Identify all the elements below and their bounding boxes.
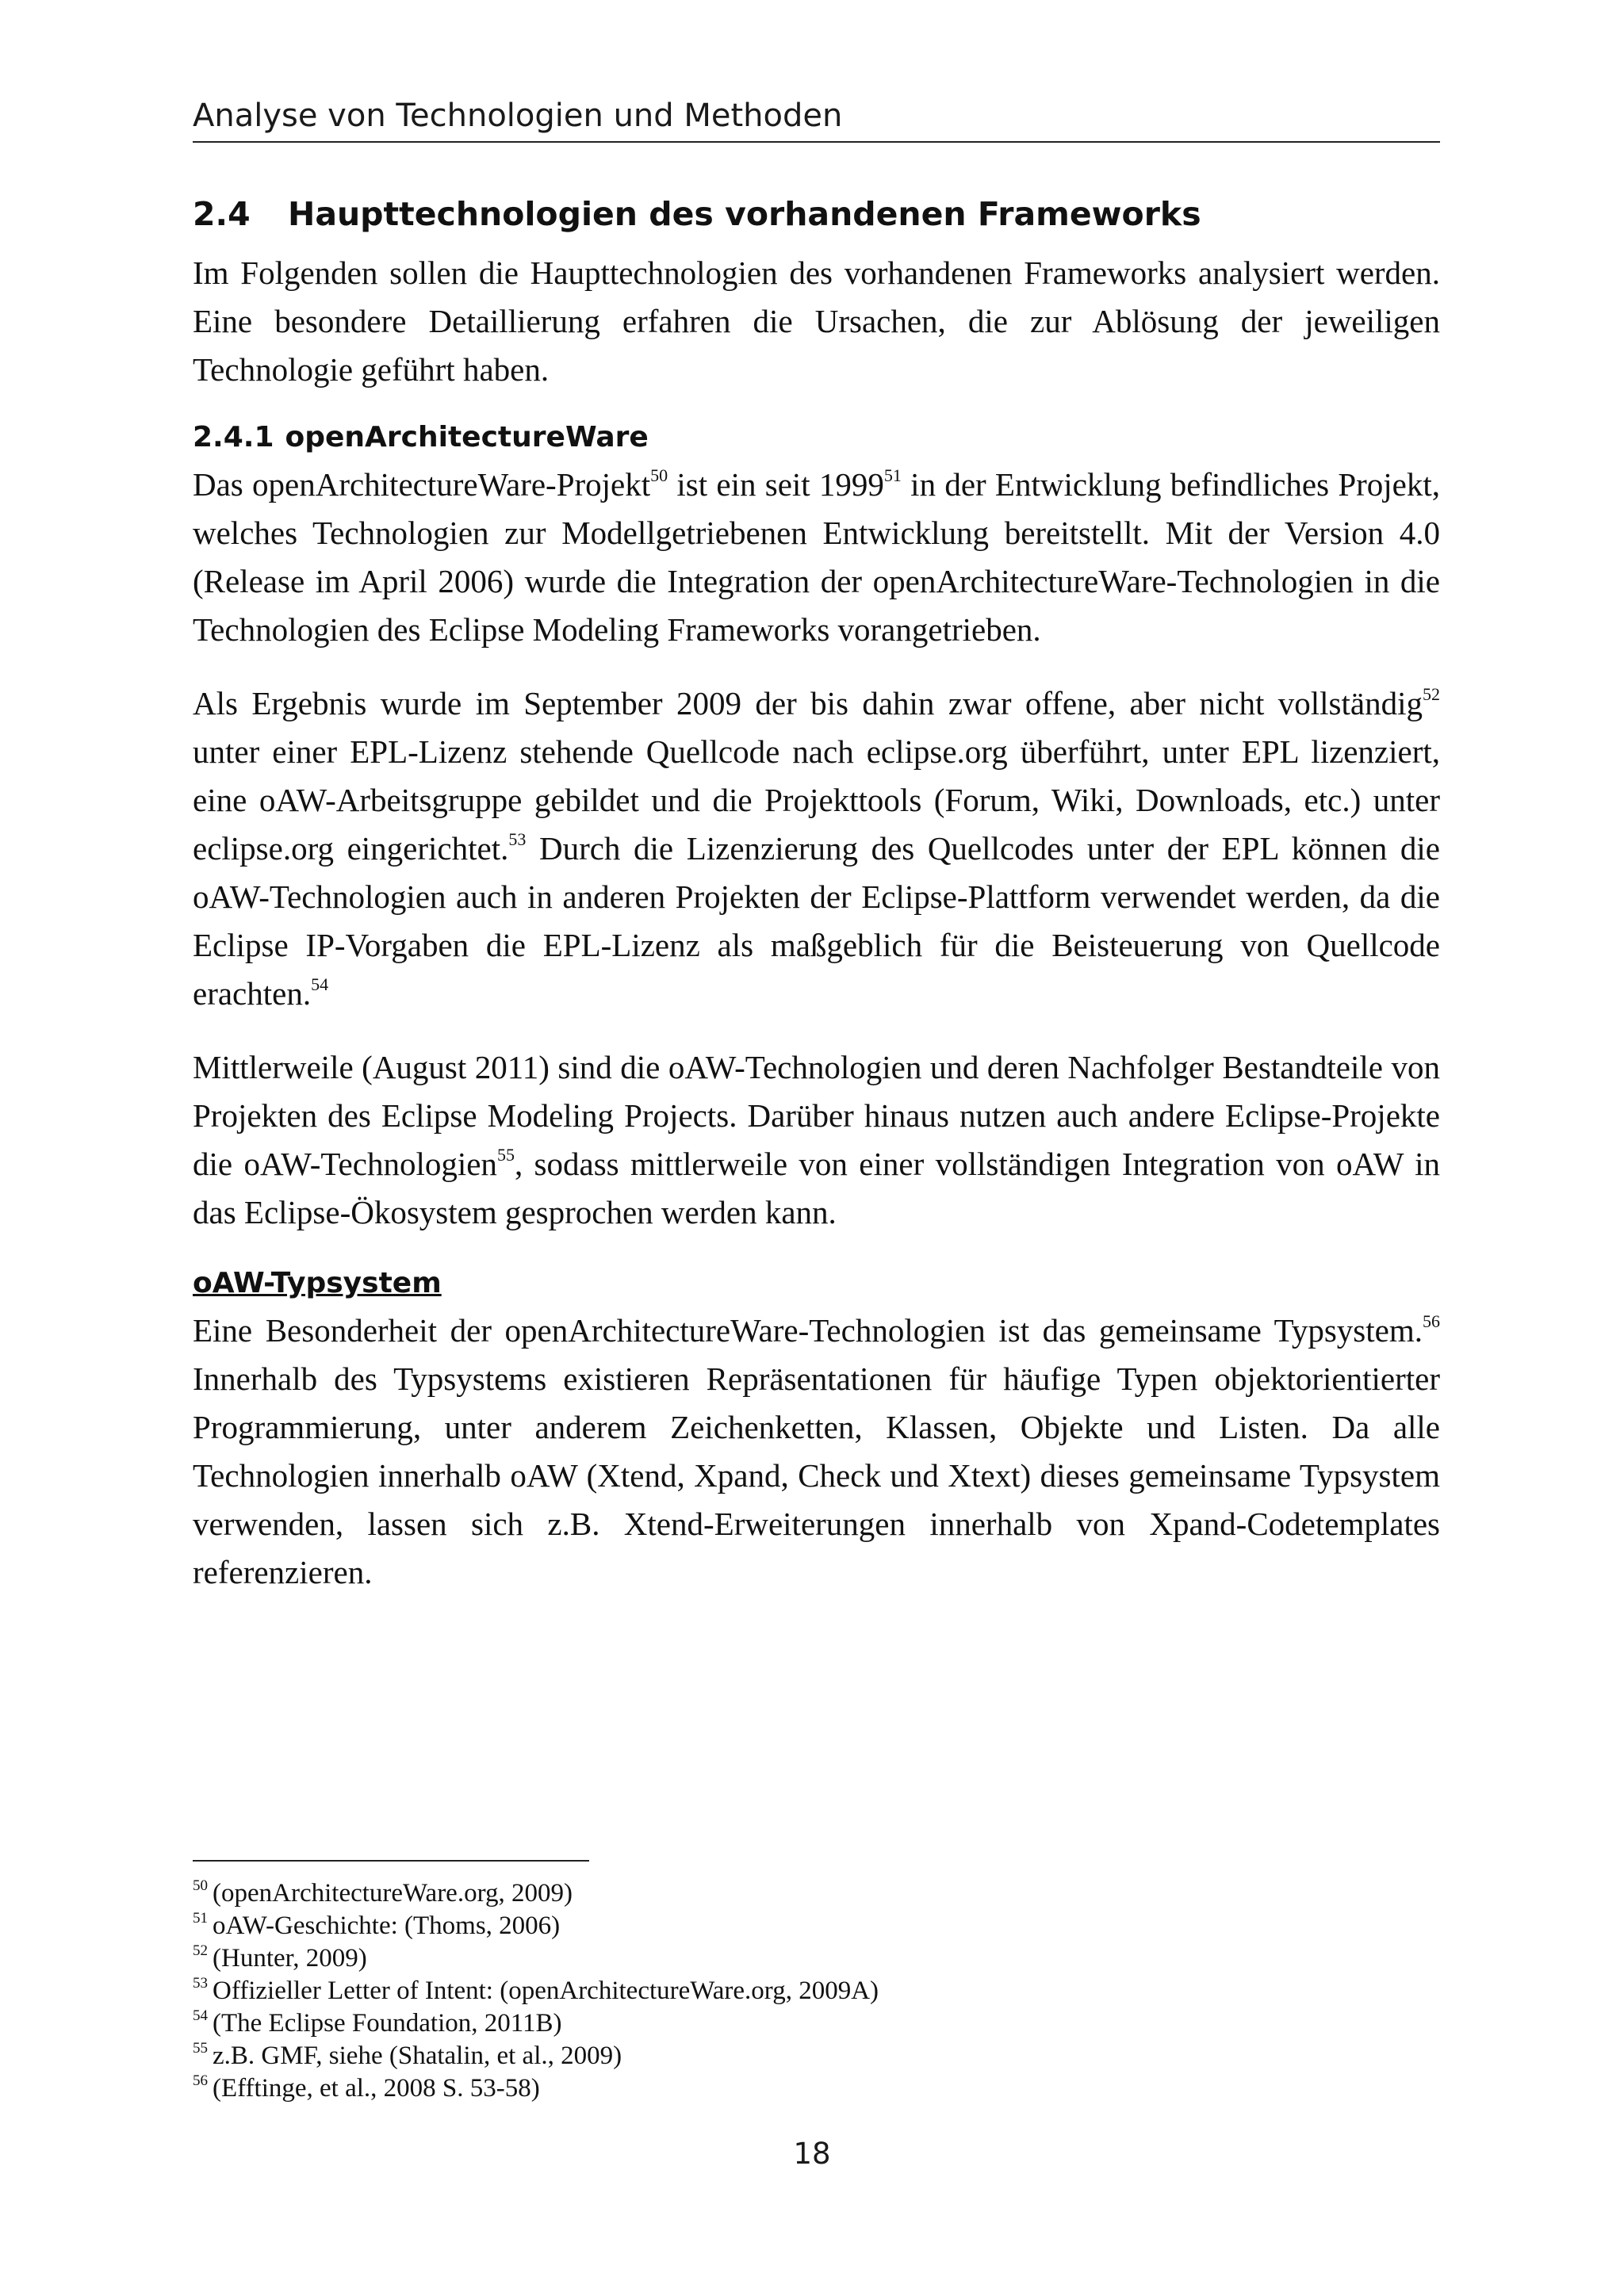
footnote-number: 52	[193, 1942, 208, 1959]
paragraph-text: Durch die Lizenzierung des Quellcodes unter der EPL können die oAW-Technologien auch in anderen Projekten der Eclipse-Plattform verwendet werden, da die Eclipse IP-Vorgaben die EPL-Lizenz als maßgeblich für die Beisteuerung von Quellcode erachten.	[193, 830, 1440, 1012]
subsection-title: openArchitectureWare	[285, 421, 649, 453]
footnote-number: 50	[193, 1877, 208, 1894]
footnote-text: Offizieller Letter of Intent: (openArchitectureWare.org, 2009A)	[213, 1976, 879, 2005]
footnote-ref-52[interactable]: 52	[1423, 684, 1440, 704]
footnote-number: 55	[193, 2040, 208, 2057]
footnote-text: (Hunter, 2009)	[213, 1944, 367, 1973]
footnote-text: (openArchitectureWare.org, 2009)	[213, 1879, 573, 1908]
footnotes	[193, 1877, 1440, 2105]
running-header: Analyse von Technologien und Methoden	[193, 94, 1440, 143]
paragraph-text: Eine Besonderheit der openArchitectureWare-Technologien ist das gemeinsame Typsystem.	[193, 1312, 1423, 1349]
paragraph-oaw-history	[193, 461, 1440, 654]
footnote-text: z.B. GMF, siehe (Shatalin, et al., 2009)	[213, 2042, 622, 2070]
paragraph-text: Innerhalb des Typsystems existieren Repräsentationen für häufige Typen objektorientierter Programmierung, unter anderem Zeichenketten, Klassen, Objekte und Listen. Da alle Technologien innerhalb oAW (Xtend, Xpand, Check und Xtext) dieses gemeinsame Typsystem verwenden, lassen sich z.B. Xtend-Erweiterungen innerhalb von Xpand-Codetemplates referenzieren.	[193, 1360, 1440, 1590]
paragraph-typsystem	[193, 1307, 1440, 1597]
paragraph-eclipse-transfer	[193, 679, 1440, 1018]
subsection-number: 2.4.1	[193, 421, 274, 453]
section-heading	[193, 190, 1440, 238]
footnote-ref-55[interactable]: 55	[496, 1145, 515, 1165]
main-content	[193, 190, 1440, 1597]
paragraph-text: Mittlerweile (August 2011) sind die oAW-Technologien und deren Nachfolger Bestandteile von Projekten des Eclipse Modeling Projects. Darüber hinaus nutzen auch andere Eclipse-Projekte die oAW-Technologien	[193, 1049, 1440, 1182]
footnote-50	[193, 1877, 1440, 1910]
footnote-text: (Efftinge, et al., 2008 S. 53-58)	[213, 2074, 540, 2103]
section-number: 2.4	[193, 195, 251, 233]
footnote-55	[193, 2040, 1440, 2072]
footnote-number: 53	[193, 1975, 208, 1992]
footnote-ref-51[interactable]: 51	[883, 465, 902, 485]
paragraph-text: in der Entwicklung befindliches Projekt, welches Technologien zur Modellgetriebenen Entwicklung bereitstellt. Mit der Version 4.0 (Release im April 2006) wurde die Integration der openArchitectureWare-Technologien in die Technologien des Eclipse Modeling Frameworks vorangetrieben.	[193, 466, 1440, 648]
typsystem-heading: oAW-Typsystem	[193, 1267, 442, 1299]
footnote-number: 56	[193, 2072, 208, 2089]
section-title: Haupttechnologien des vorhandenen Frameworks	[288, 195, 1201, 233]
section-intro-paragraph: Im Folgenden sollen die Haupttechnologien des vorhandenen Frameworks analysiert werden. Eine besondere Detaillierung erfahren die Ursachen, die zur Ablösung der jeweiligen Technologie geführt haben.	[193, 254, 1440, 388]
footnote-ref-50[interactable]: 50	[650, 465, 668, 485]
footnote-number: 51	[193, 1910, 208, 1927]
footnote-52	[193, 1942, 1440, 1975]
paragraph-text: unter einer EPL-Lizenz stehende Quellcode nach eclipse.org überführt, unter EPL lizenziert, eine oAW-Arbeitsgruppe gebildet und die Projekttools (Forum, Wiki, Downloads, etc.) unter eclipse.org eingerichtet.	[193, 733, 1440, 867]
paragraph-text: ist ein seit 1999	[668, 466, 884, 503]
footnote-53	[193, 1975, 1440, 2007]
footnote-separator	[193, 1860, 589, 1862]
paragraph-text: Das openArchitectureWare-Projekt	[193, 466, 651, 503]
footnote-text: (The Eclipse Foundation, 2011B)	[213, 2009, 562, 2038]
paragraph-integration	[193, 1043, 1440, 1237]
footnote-56	[193, 2072, 1440, 2105]
paragraph-text: , sodass mittlerweile von einer vollständigen Integration von oAW in das Eclipse-Ökosystem gesprochen werden kann.	[193, 1146, 1441, 1230]
footnote-51	[193, 1910, 1440, 1942]
footnote-text: oAW-Geschichte: (Thoms, 2006)	[213, 1911, 561, 1940]
footnote-number: 54	[193, 2007, 208, 2024]
footnote-ref-56[interactable]: 56	[1423, 1311, 1440, 1331]
footnote-54	[193, 2007, 1440, 2040]
footnote-ref-54[interactable]: 54	[311, 974, 329, 994]
footnote-ref-53[interactable]: 53	[508, 829, 527, 849]
paragraph-text: Als Ergebnis wurde im September 2009 der bis dahin zwar offene, aber nicht vollständig	[193, 685, 1423, 721]
page-number: 18	[793, 2137, 831, 2171]
subsection-heading	[193, 415, 1440, 461]
